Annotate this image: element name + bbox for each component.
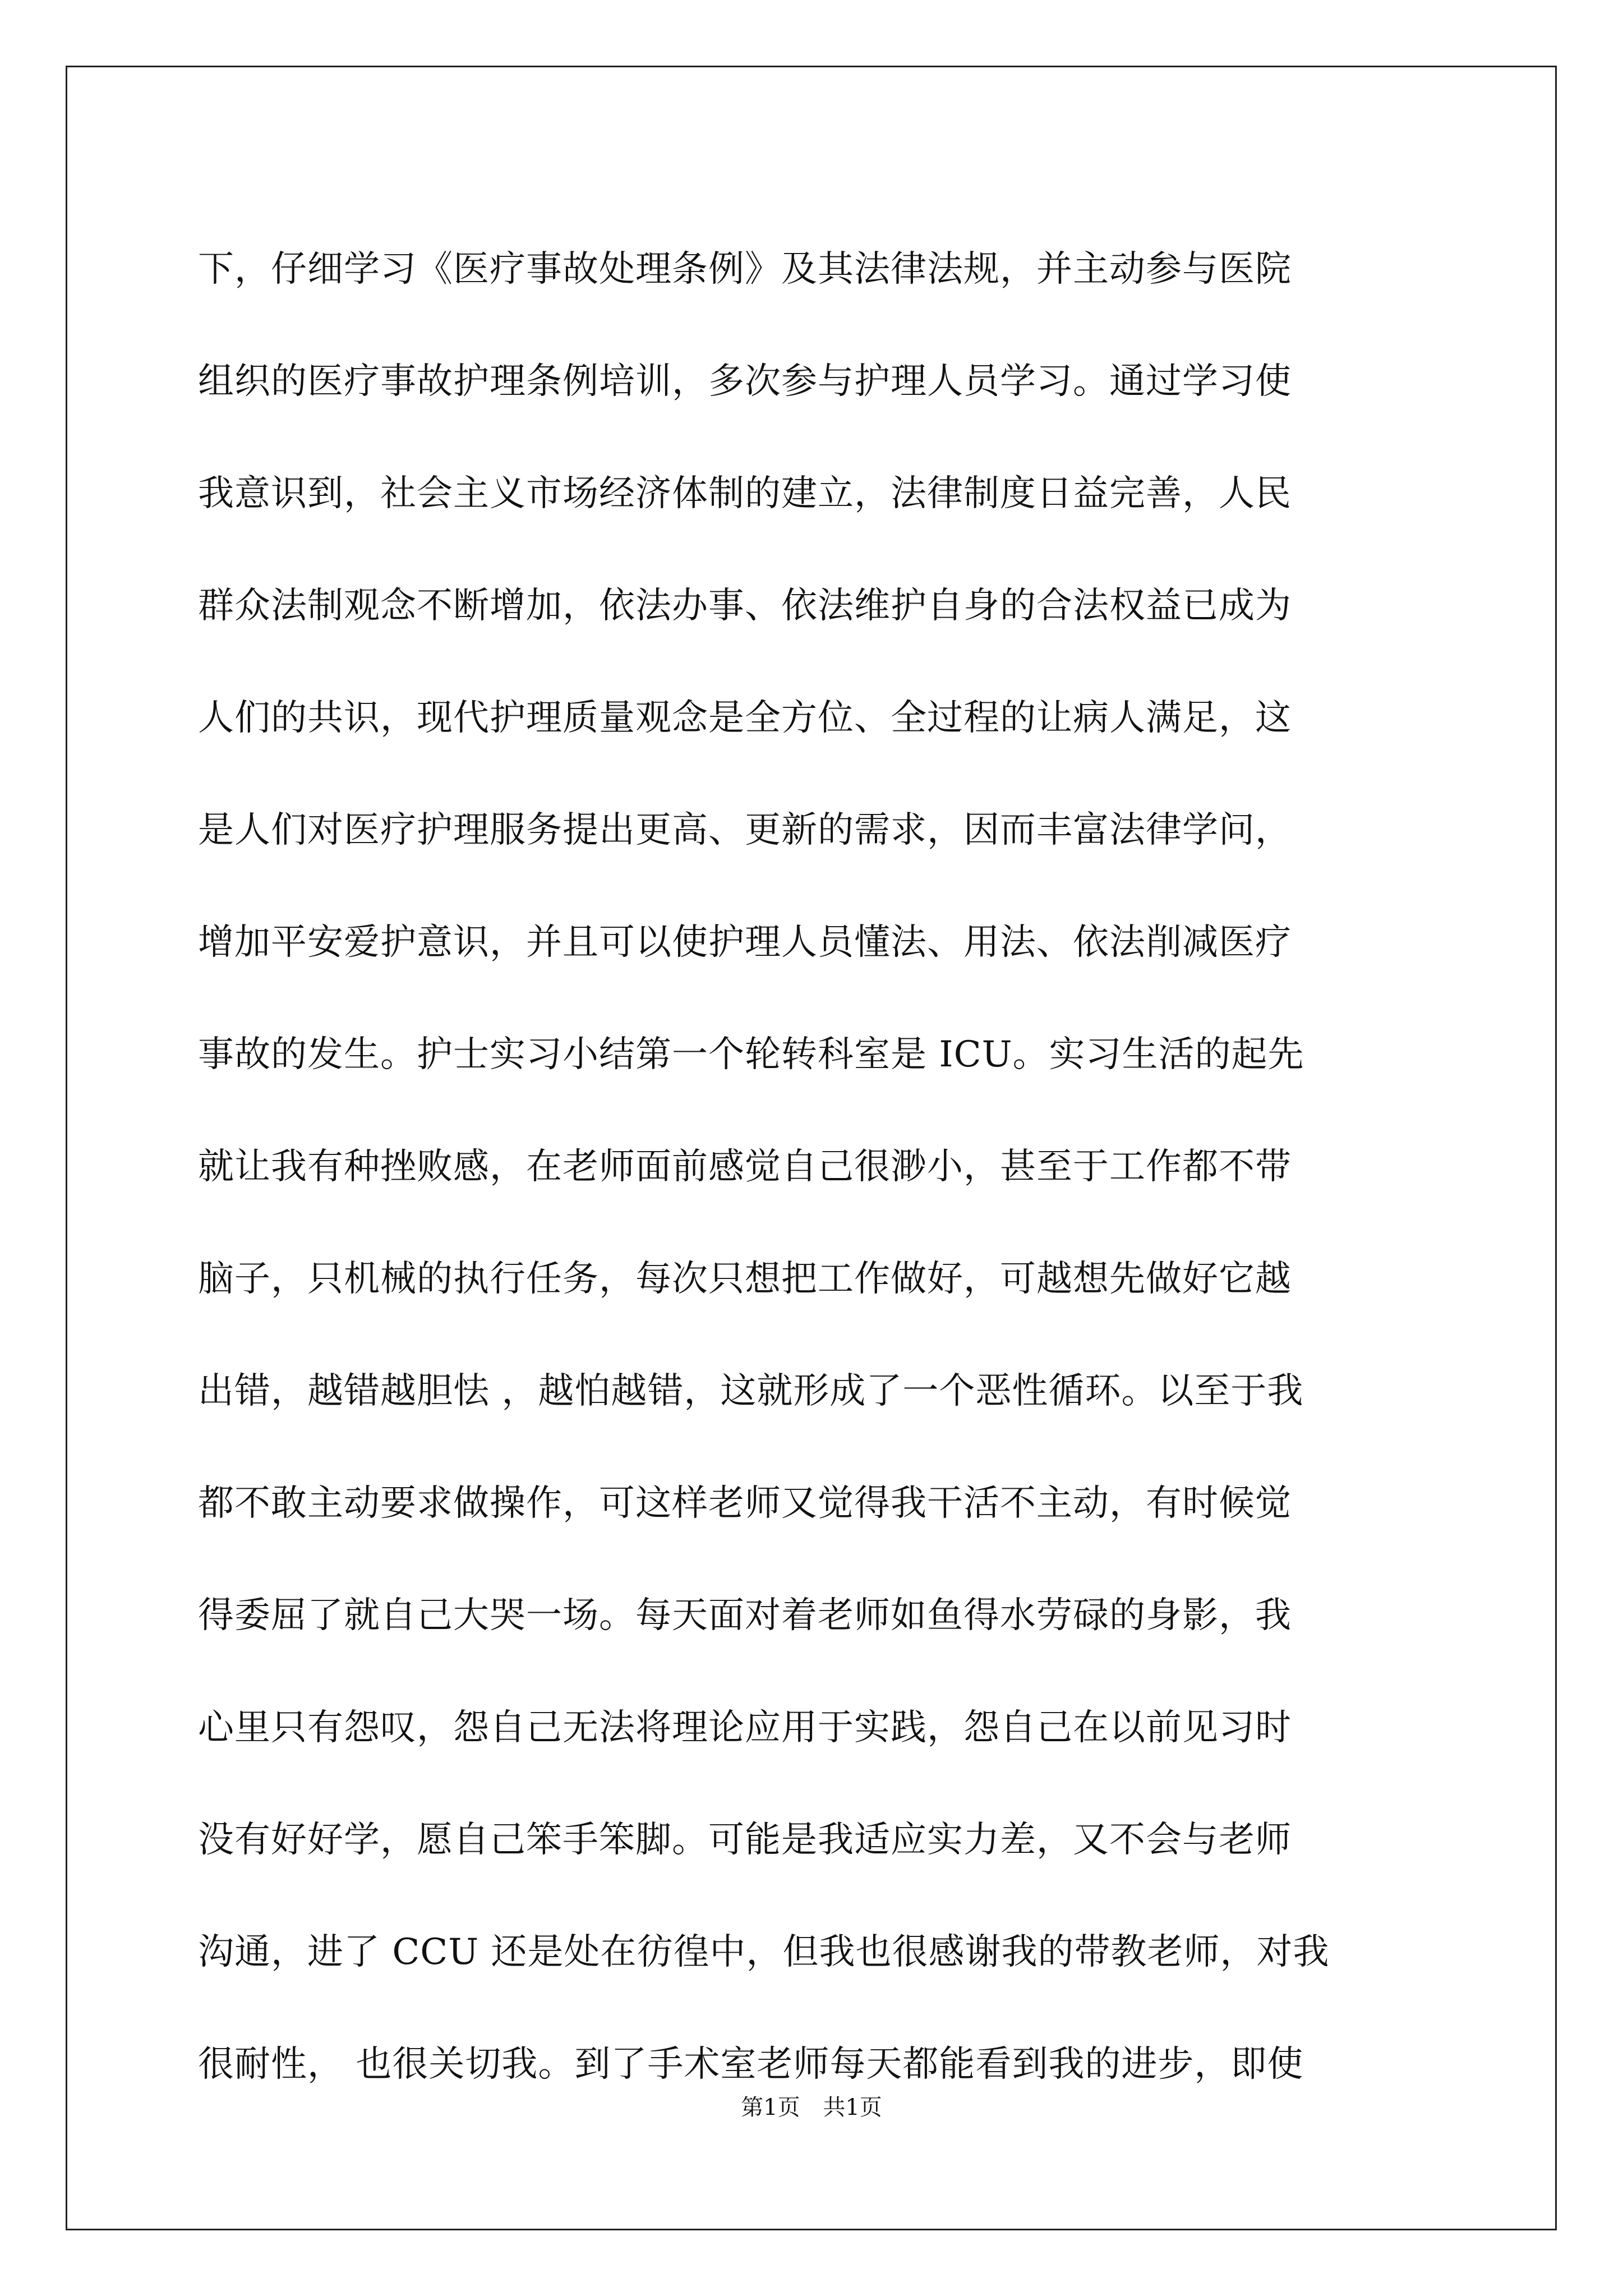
text-line: 下，仔细学习《医疗事故处理条例》及其法律法规，并主动参与医院: [198, 249, 1292, 290]
text-line: 群众法制观念不断增加，依法办事、依法维护自身的合法权益已成为: [198, 585, 1292, 627]
page-number: 第1页: [741, 2095, 800, 2120]
text-line: 事故的发生。护士实习小结第一个轮转科室是 ICU。实习生活的起先: [198, 1034, 1304, 1075]
text-line: 就让我有种挫败感，在老师面前感觉自己很渺小，甚至于工作都不带: [198, 1146, 1292, 1188]
text-line: 出错，越错越胆怯 ，越怕越错，这就形成了一个恶性循环。以至于我: [198, 1370, 1304, 1412]
text-line: 没有好好学，愿自己笨手笨脚。可能是我适应实力差，又不会与老师: [198, 1819, 1292, 1861]
text-line: 很耐性， 也很关切我。到了手术室老师每天都能看到我的进步，即使: [198, 2044, 1304, 2085]
text-line: 增加平安爱护意识，并且可以使护理人员懂法、用法、依法削减医疗: [198, 922, 1292, 963]
body-text: [198, 213, 1432, 2120]
text-line: 脑子，只机械的执行任务，每次只想把工作做好，可越想先做好它越: [198, 1258, 1292, 1300]
text-line: 是人们对医疗护理服务提出更高、更新的需求，因而丰富法律学问，: [198, 809, 1292, 851]
text-line: 得委屈了就自己大哭一场。每天面对着老师如鱼得水劳碌的身影，我: [198, 1595, 1292, 1636]
text-line: 人们的共识，现代护理质量观念是全方位、全过程的让病人满足，这: [198, 697, 1292, 739]
page-footer: [0, 2090, 1623, 2122]
text-line: 都不敢主动要求做操作，可这样老师又觉得我干活不主动，有时候觉: [198, 1483, 1292, 1524]
text-line: 我意识到，社会主义市场经济体制的建立，法律制度日益完善，人民: [198, 473, 1292, 514]
text-line: 心里只有怨叹，怨自己无法将理论应用于实践，怨自己在以前见习时: [198, 1707, 1292, 1749]
page-total: 共1页: [823, 2095, 882, 2120]
text-line: 组织的医疗事故护理条例培训，多次参与护理人员学习。通过学习使: [198, 361, 1292, 402]
text-line: 沟通，进了 CCU 还是处在彷徨中，但我也很感谢我的带教老师，对我: [198, 1931, 1330, 1973]
